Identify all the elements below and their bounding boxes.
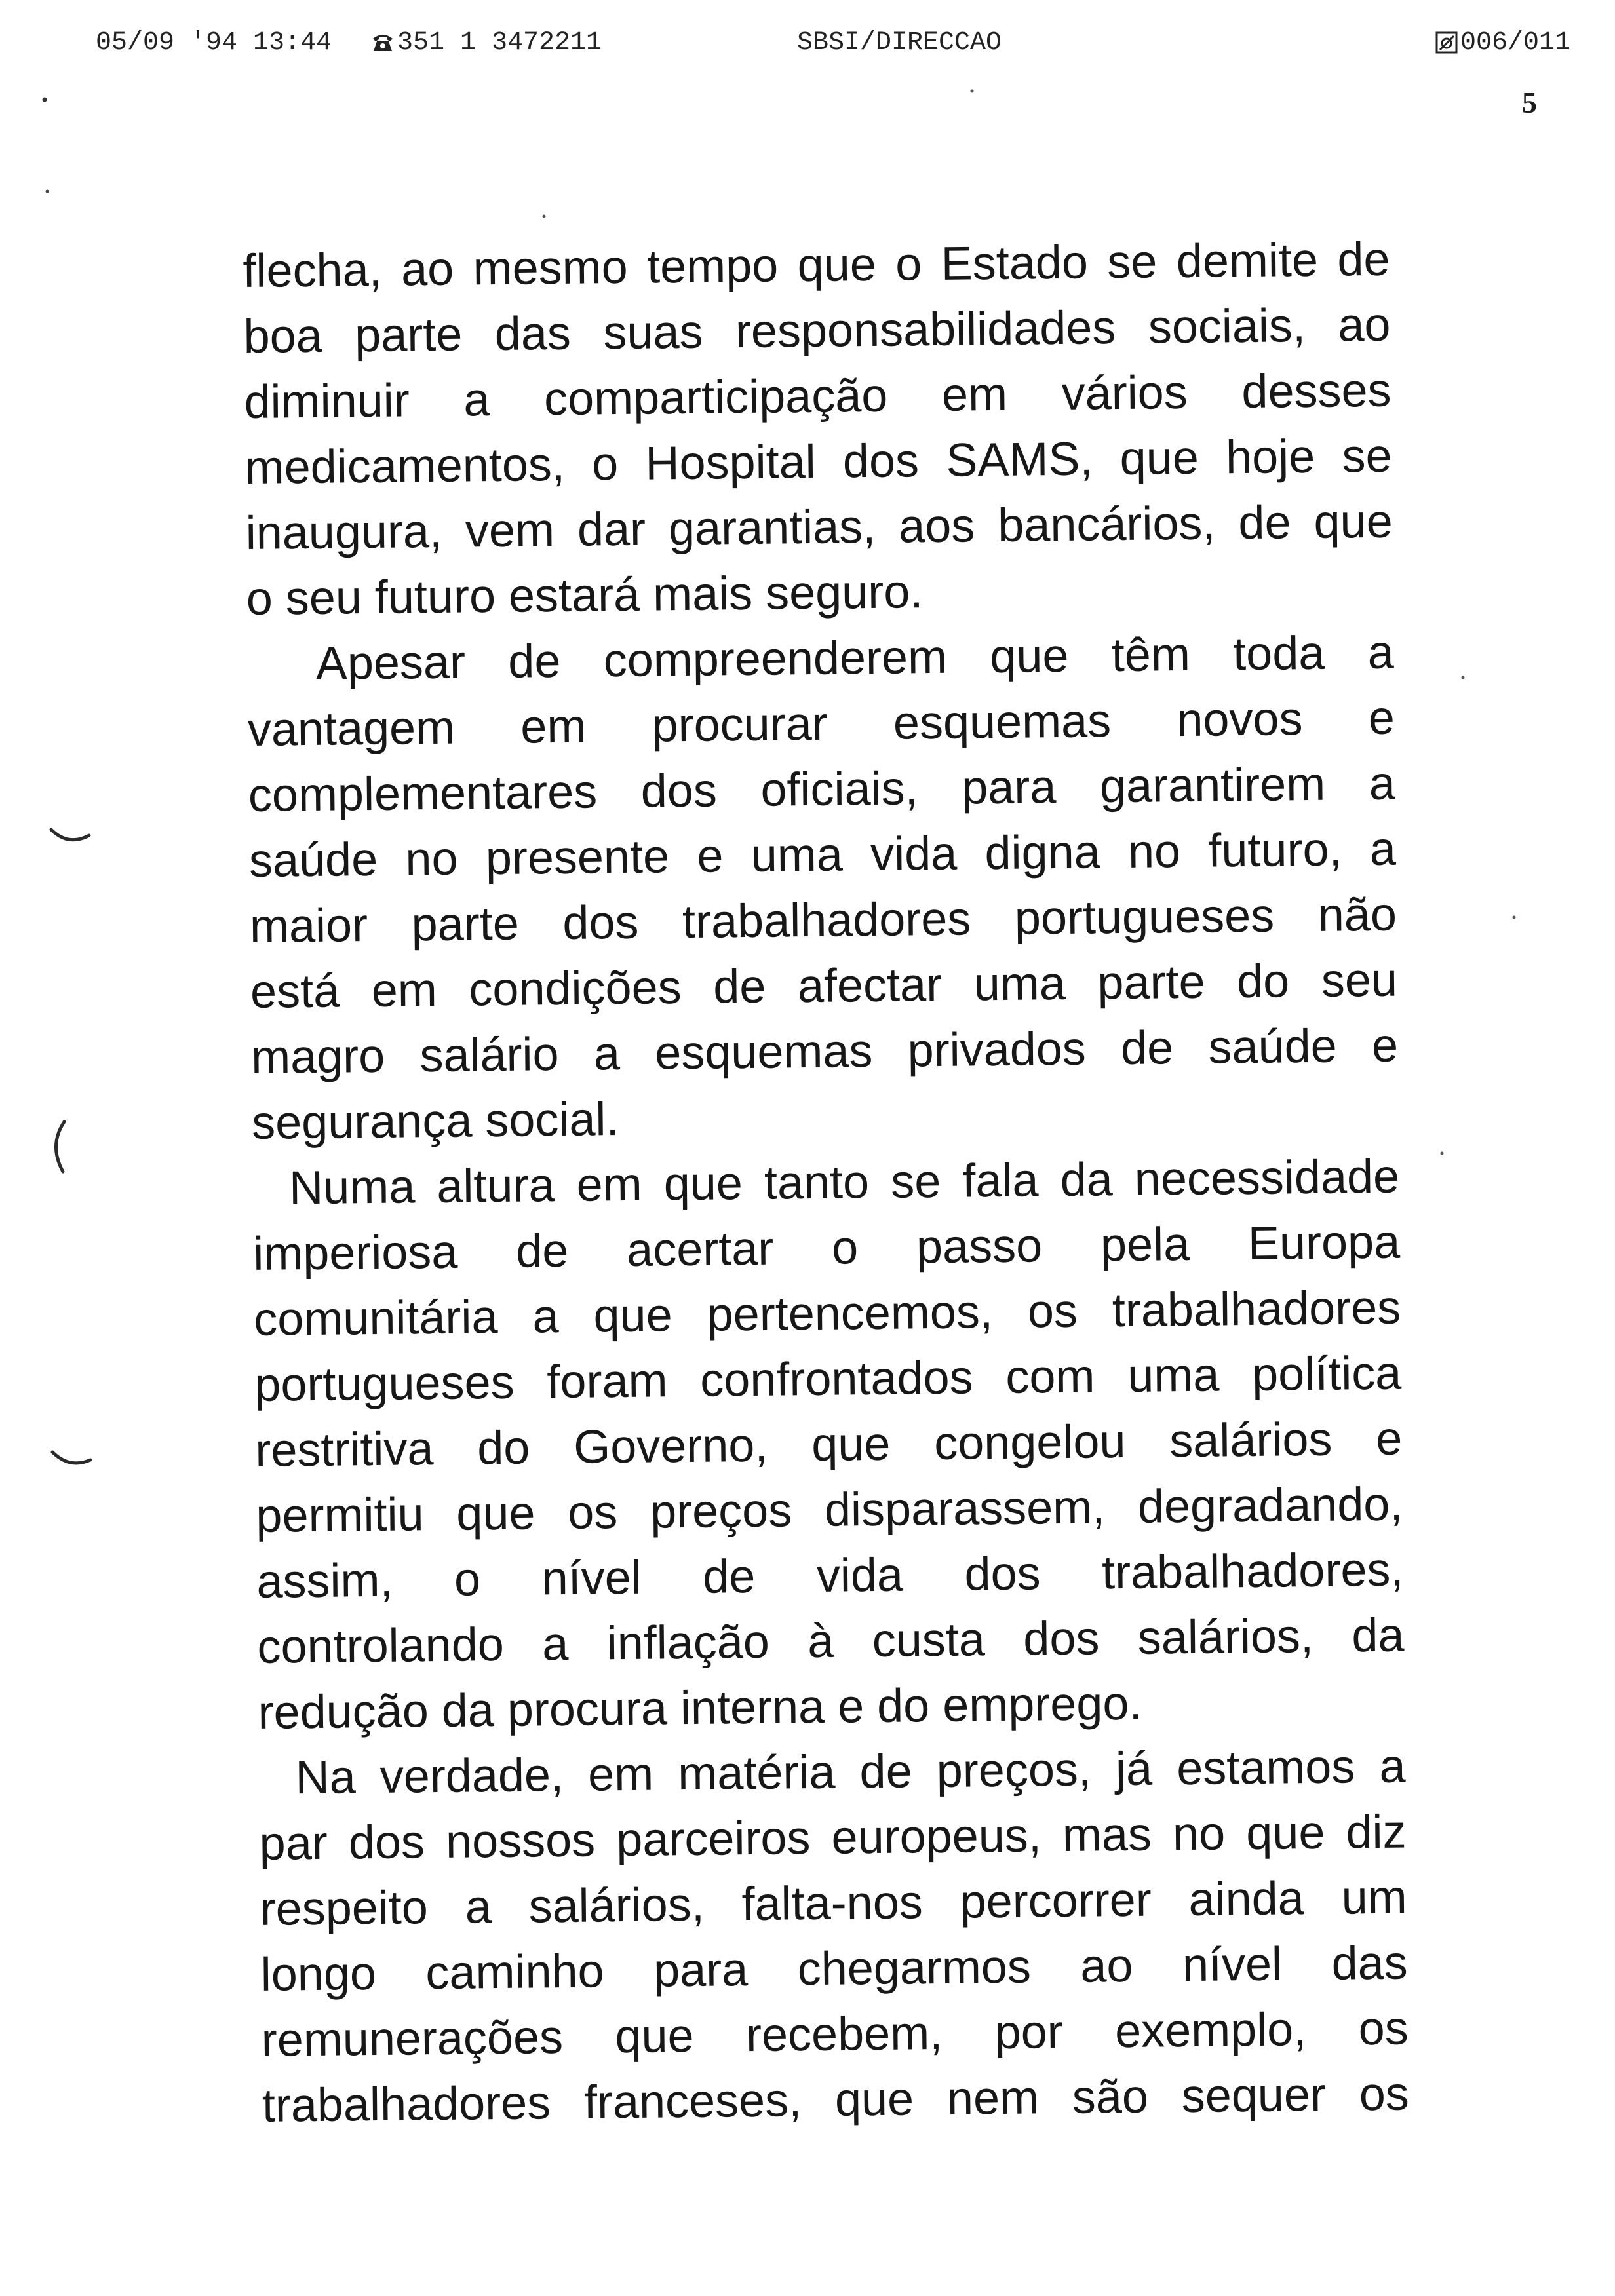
page-number: 5 [1522, 86, 1537, 119]
fax-page-icon [1435, 31, 1458, 54]
fax-page-counter: 006/011 [1460, 28, 1571, 58]
paragraph [258, 1734, 1409, 2139]
scan-speck [1462, 676, 1465, 679]
text-line: diminuir a comparticipação em vários desses [244, 364, 1391, 429]
text-line: o seu futuro estará mais seguro. [246, 565, 924, 625]
text-line: está em condições de afectar uma parte do seu [250, 953, 1398, 1018]
text-line: restritiva do Governo, que congelou salários e [254, 1412, 1403, 1477]
scan-speck [46, 190, 49, 193]
text-line: portugueses foram confrontados com uma política [254, 1347, 1402, 1411]
paragraph [252, 1144, 1405, 1746]
text-line: maior parte dos trabalhadores portugueses não [249, 888, 1397, 953]
text-line: Numa altura em que tanto se fala da necessidade [288, 1150, 1400, 1215]
text-line: medicamentos, o Hospital dos SAMS, que hoje se [244, 429, 1392, 494]
text-line: complementares dos oficiais, para garantirem a [248, 757, 1396, 822]
text-line: vantagem em procurar esquemas novos e [247, 691, 1395, 756]
text-line: assim, o nível de vida dos trabalhadores, [256, 1543, 1404, 1608]
text-line: magro salário a esquemas privados de saúde e [250, 1019, 1399, 1084]
text-line: permitiu que os preços disparassem, degradando, [256, 1478, 1403, 1542]
fax-date-time: 05/09 '94 13:44 [96, 28, 332, 58]
text-line: longo caminho para chegarmos ao nível das [260, 1936, 1409, 2001]
text-line: flecha, ao mesmo tempo que o Estado se demite de [243, 233, 1390, 297]
text-line: segurança social. [251, 1093, 619, 1149]
text-line: saúde no presente e uma vida digna no futuro, a [248, 822, 1397, 887]
scan-speck [971, 90, 974, 93]
scan-speck [543, 215, 546, 218]
text-line: remunerações que recebem, por exemplo, os [261, 2002, 1409, 2067]
text-line: Na verdade, em matéria de preços, já estamos a [295, 1740, 1406, 1805]
paragraph [243, 227, 1393, 632]
punch-hole-mark [52, 1452, 90, 1463]
scan-speck [1513, 916, 1516, 919]
telephone-icon [371, 31, 395, 54]
scan-speck [43, 98, 47, 102]
body-text [243, 227, 1409, 2139]
paragraph [246, 620, 1399, 1156]
text-line: redução da procura interna e do emprego. [258, 1677, 1142, 1739]
text-line: Apesar de compreenderem que têm toda a [315, 626, 1395, 690]
text-line: par dos nossos parceiros europeus, mas no que diz [259, 1805, 1407, 1870]
punch-hole-mark [51, 830, 89, 840]
text-line: inaugura, vem dar garantias, aos bancários, de que [245, 495, 1393, 560]
text-line: boa parte das suas responsabilidades sociais, ao [243, 298, 1391, 363]
fax-sender: SBSI/DIRECCAO [797, 28, 1002, 58]
text-line: comunitária a que pertencemos, os trabalhadores [253, 1281, 1401, 1346]
text-line: imperiosa de acertar o passo pela Europa [252, 1215, 1401, 1280]
text-line: respeito a salários, falta-nos percorrer ainda um [260, 1871, 1408, 1936]
text-line: trabalhadores franceses, que nem são sequer os [262, 2067, 1410, 2132]
fax-phone-number: 351 1 3472211 [397, 28, 602, 58]
punch-hole-mark [56, 1122, 64, 1172]
scan-speck [1441, 1152, 1444, 1155]
text-line: controlando a inflação à custa dos salários, da [257, 1609, 1405, 1674]
